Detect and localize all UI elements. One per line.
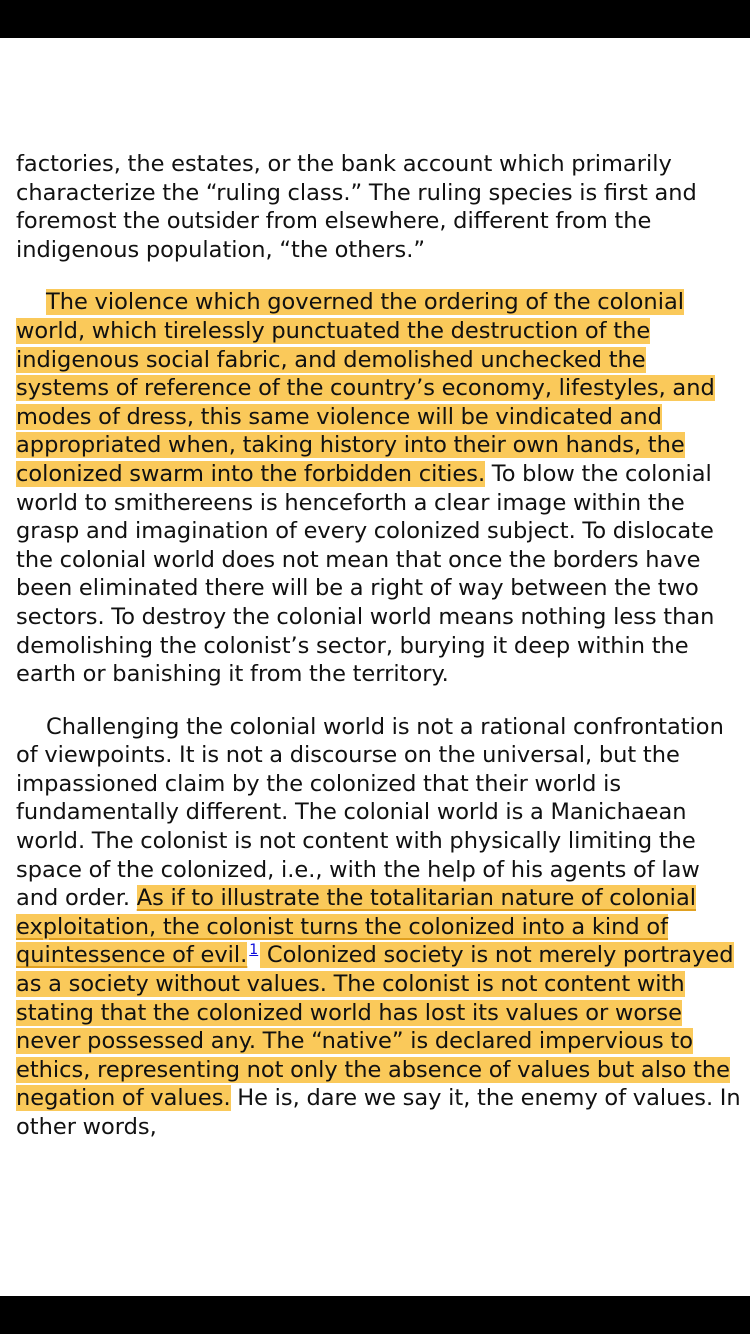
paragraph-3-text-start: Challenging the colonial world is not a rational confrontation of viewpoints. It is not a discourse on the universal, but the impassioned claim by the colonized that their world is fundamentally different. The colonial world is a Manichaean world. The colonist is not content with physically limiting the space of the colonized, i.e., with the help of his agents of law and order.: [16, 713, 724, 912]
paragraph-1: [16, 150, 744, 264]
highlight-2-underlined[interactable]: As if to illustrate the totalitarian nature of colonial exploitation, the colonist turns the colonized into a kind of quintessence of evil.: [16, 885, 696, 969]
paragraph-3: [16, 713, 744, 1142]
paragraph-1-text: factories, the estates, or the bank account which primarily characterize the “ruling class.” The ruling species is first and foremost the outsider from elsewhere, different from the indigenous population, “the others.”: [16, 151, 697, 263]
paragraph-2: [16, 288, 744, 688]
top-status-bar: [0, 0, 750, 38]
highlight-1[interactable]: The violence which governed the ordering of the colonial world, which tirelessly punctuated the destruction of the indigenous social fabric, and demolished unchecked the systems of reference of the country’s economy, lifestyles, and modes of dress, this same violence will be vindicated and appropriated when, taking history into their own hands, the colonized swarm into the forbidden cities.: [16, 289, 715, 487]
paragraph-2-text: To blow the colonial world to smithereens is henceforth a clear image within the grasp and imagination of every colonized subject. To dislocate the colonial world does not mean that once the borders have been eliminated there will be a right of way between the two sectors. To destroy the colonial world means nothing less than demolishing the colonist’s sector, burying it deep within the earth or banishing it from the territory.: [16, 460, 715, 688]
reader-page[interactable]: [16, 150, 744, 1166]
bottom-bar: [0, 1296, 750, 1334]
highlight-3[interactable]: Colonized society is not merely portrayed as a society without values. The colonist is not content with stating that the colonized world has lost its values or worse never possessed any. The “native” is declared impervious to ethics, representing not only the absence of values but also the negation of values.: [16, 942, 734, 1112]
paragraph-3-text-end: He is, dare we say it, the enemy of values. In other words,: [16, 1085, 741, 1140]
footnote-link[interactable]: 1: [249, 941, 259, 958]
